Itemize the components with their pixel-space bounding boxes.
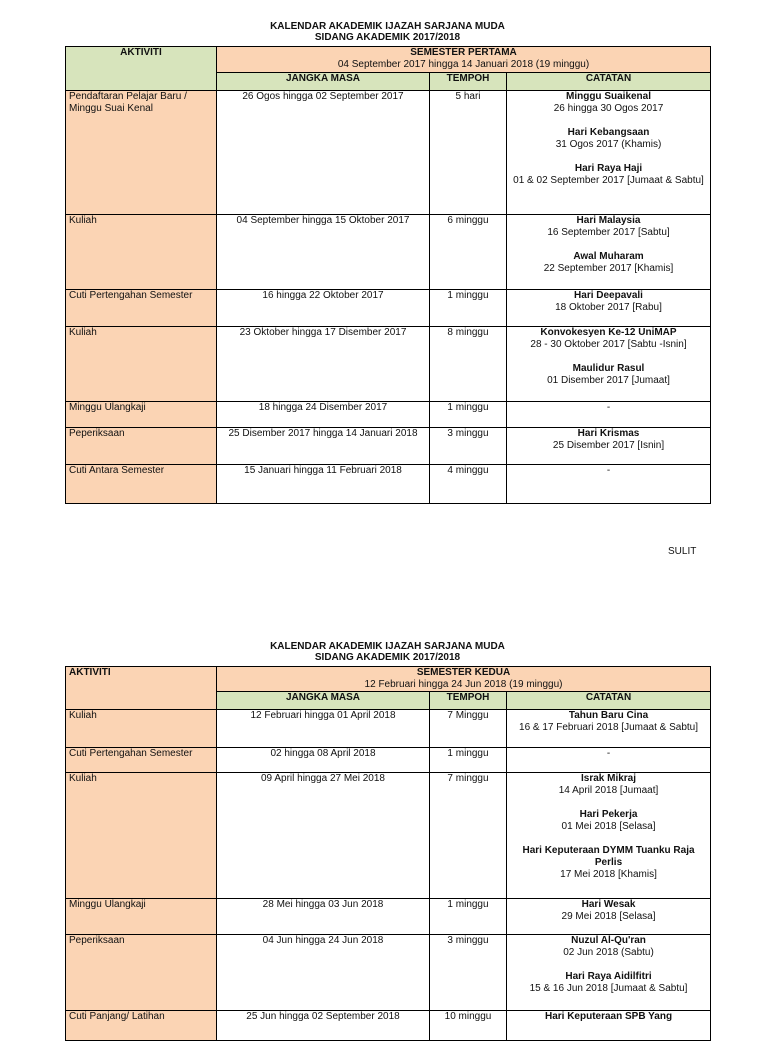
period-header: TEMPOH (430, 692, 507, 710)
duration-cell: 09 April hingga 27 Mei 2018 (217, 773, 430, 899)
activity-cell: Kuliah (66, 215, 217, 290)
duration-cell: 04 September hingga 15 Oktober 2017 (217, 215, 430, 290)
note-detail: 28 - 30 Oktober 2017 [Sabtu -Isnin] (530, 339, 687, 350)
activity-header: AKTIVITI (66, 667, 217, 710)
note (510, 773, 707, 797)
note (510, 290, 707, 314)
notes-cell (507, 935, 711, 1011)
note-title: Konvokesyen Ke-12 UniMAP (540, 327, 677, 338)
duration-cell: 25 Disember 2017 hingga 14 Januari 2018 (217, 428, 430, 465)
title-line-1: KALENDAR AKADEMIK IJAZAH SARJANA MUDA (270, 641, 505, 652)
period-cell: 3 minggu (430, 935, 507, 1011)
activity-cell: Minggu Ulangkaji (66, 402, 217, 428)
semester-label: SEMESTER PERTAMA (410, 47, 517, 58)
notes-cell: - (507, 465, 711, 504)
note (510, 1011, 707, 1023)
period-cell: 6 minggu (430, 215, 507, 290)
note-title: Hari Kebangsaan (567, 127, 650, 138)
note (510, 363, 707, 387)
note-detail: 29 Mei 2018 [Selasa] (561, 911, 656, 922)
note-detail: 17 Mei 2018 [Khamis] (560, 869, 657, 880)
note-detail: 25 Disember 2017 [Isnin] (552, 440, 665, 451)
period-cell: 10 minggu (430, 1011, 507, 1041)
table-row (66, 402, 711, 428)
note-title: Minggu Suaikenal (566, 91, 652, 102)
duration-cell: 23 Oktober hingga 17 Disember 2017 (217, 327, 430, 402)
classification-label: SULIT (668, 546, 697, 557)
notes-cell (507, 773, 711, 899)
note-detail: 01 Disember 2017 [Jumaat] (547, 375, 670, 386)
notes-cell (507, 899, 711, 935)
activity-cell: Pendaftaran Pelajar Baru / Minggu Suai Kenal (66, 91, 217, 215)
calendar-title-2 (65, 641, 710, 663)
activity-cell: Kuliah (66, 327, 217, 402)
duration-cell: 02 hingga 08 April 2018 (217, 748, 430, 773)
duration-cell: 15 Januari hingga 11 Februari 2018 (217, 465, 430, 504)
period-header: TEMPOH (430, 73, 507, 91)
notes-cell (507, 428, 711, 465)
notes-cell (507, 1011, 711, 1041)
notes-cell (507, 710, 711, 748)
note-detail: 22 September 2017 [Khamis] (543, 263, 674, 274)
period-cell: 4 minggu (430, 465, 507, 504)
note-detail: 01 Mei 2018 [Selasa] (561, 821, 656, 832)
notes-cell: - (507, 748, 711, 773)
activity-cell: Cuti Pertengahan Semester (66, 748, 217, 773)
period-cell: 1 minggu (430, 402, 507, 428)
note-detail: 16 & 17 Februari 2018 [Jumaat & Sabtu] (519, 722, 699, 733)
table-row (66, 91, 711, 215)
title-line-1: KALENDAR AKADEMIK IJAZAH SARJANA MUDA (270, 21, 505, 32)
period-cell: 7 minggu (430, 773, 507, 899)
note (510, 845, 707, 881)
semester-2-table (65, 666, 711, 1041)
note-title: Hari Deepavali (574, 290, 643, 301)
calendar-title-1 (65, 21, 710, 43)
period-cell: 3 minggu (430, 428, 507, 465)
notes-cell (507, 290, 711, 327)
semester-header (217, 667, 711, 692)
period-cell: 1 minggu (430, 748, 507, 773)
title-line-2: SIDANG AKADEMIK 2017/2018 (314, 32, 461, 43)
note (510, 809, 707, 833)
activity-cell: Cuti Pertengahan Semester (66, 290, 217, 327)
table-row (66, 1011, 711, 1041)
note-detail: 15 & 16 Jun 2018 [Jumaat & Sabtu] (529, 983, 688, 994)
note-title: Hari Krismas (577, 428, 640, 439)
title-line-2: SIDANG AKADEMIK 2017/2018 (314, 652, 461, 663)
period-cell: 8 minggu (430, 327, 507, 402)
table-row (66, 465, 711, 504)
note-title: Hari Malaysia (576, 215, 641, 226)
activity-cell: Cuti Antara Semester (66, 465, 217, 504)
period-cell: 1 minggu (430, 899, 507, 935)
table-row (66, 899, 711, 935)
table-row (66, 215, 711, 290)
activity-cell: Peperiksaan (66, 935, 217, 1011)
semester-header (217, 47, 711, 73)
table-row (66, 748, 711, 773)
duration-cell: 28 Mei hingga 03 Jun 2018 (217, 899, 430, 935)
note-title: Hari Wesak (581, 899, 636, 910)
duration-cell: 12 Februari hingga 01 April 2018 (217, 710, 430, 748)
notes-cell (507, 215, 711, 290)
notes-cell: - (507, 402, 711, 428)
note-title: Hari Raya Aidilfitri (565, 971, 652, 982)
note (510, 428, 707, 452)
note-title: Hari Keputeraan DYMM Tuanku Raja Perlis (522, 845, 695, 868)
note (510, 251, 707, 275)
note-detail: 31 Ogos 2017 (Khamis) (555, 139, 662, 150)
duration-cell: 25 Jun hingga 02 September 2018 (217, 1011, 430, 1041)
period-cell: 7 Minggu (430, 710, 507, 748)
duration-cell: 18 hingga 24 Disember 2017 (217, 402, 430, 428)
duration-header: JANGKA MASA (217, 692, 430, 710)
table-row (66, 428, 711, 465)
note-title: Awal Muharam (573, 251, 644, 262)
note-detail: 26 hingga 30 Ogos 2017 (553, 103, 664, 114)
note-title: Nuzul Al-Qu'ran (571, 935, 646, 946)
duration-cell: 04 Jun hingga 24 Jun 2018 (217, 935, 430, 1011)
notes-cell (507, 327, 711, 402)
note-detail: 14 April 2018 [Jumaat] (558, 785, 659, 796)
note-detail: 18 Oktober 2017 [Rabu] (555, 302, 662, 313)
table-row (66, 935, 711, 1011)
note (510, 971, 707, 995)
note-detail: 02 Jun 2018 (Sabtu) (563, 947, 654, 958)
note (510, 91, 707, 115)
note-title: Tahun Baru Cina (568, 710, 649, 721)
semester-1-table (65, 46, 711, 504)
table-row (66, 327, 711, 402)
semester-label: SEMESTER KEDUA (416, 667, 511, 678)
note-title: Hari Pekerja (579, 809, 638, 820)
activity-cell: Kuliah (66, 773, 217, 899)
activity-header: AKTIVITI (66, 47, 217, 91)
table-row (66, 710, 711, 748)
note-detail: 01 & 02 September 2017 [Jumaat & Sabtu] (513, 175, 704, 186)
note-title: Hari Keputeraan SPB Yang (544, 1011, 673, 1022)
notes-header: CATATAN (507, 73, 711, 91)
note (510, 710, 707, 734)
note (510, 327, 707, 351)
semester-range: 04 September 2017 hingga 14 Januari 2018 (19 minggu) (337, 59, 590, 70)
notes-cell (507, 91, 711, 215)
activity-cell: Peperiksaan (66, 428, 217, 465)
note-title: Hari Raya Haji (574, 163, 643, 174)
period-cell: 5 hari (430, 91, 507, 215)
note-title: Israk Mikraj (580, 773, 637, 784)
duration-cell: 16 hingga 22 Oktober 2017 (217, 290, 430, 327)
note (510, 935, 707, 959)
table-row (66, 773, 711, 899)
note (510, 127, 707, 151)
activity-cell: Minggu Ulangkaji (66, 899, 217, 935)
note-detail: 16 September 2017 [Sabtu] (547, 227, 670, 238)
note (510, 163, 707, 187)
notes-header: CATATAN (507, 692, 711, 710)
activity-cell: Cuti Panjang/ Latihan (66, 1011, 217, 1041)
period-cell: 1 minggu (430, 290, 507, 327)
note (510, 899, 707, 923)
table-row (66, 290, 711, 327)
duration-cell: 26 Ogos hingga 02 September 2017 (217, 91, 430, 215)
duration-header: JANGKA MASA (217, 73, 430, 91)
note-title: Maulidur Rasul (572, 363, 645, 374)
note (510, 215, 707, 239)
activity-cell: Kuliah (66, 710, 217, 748)
semester-range: 12 Februari hingga 24 Jun 2018 (19 minggu) (364, 679, 563, 690)
